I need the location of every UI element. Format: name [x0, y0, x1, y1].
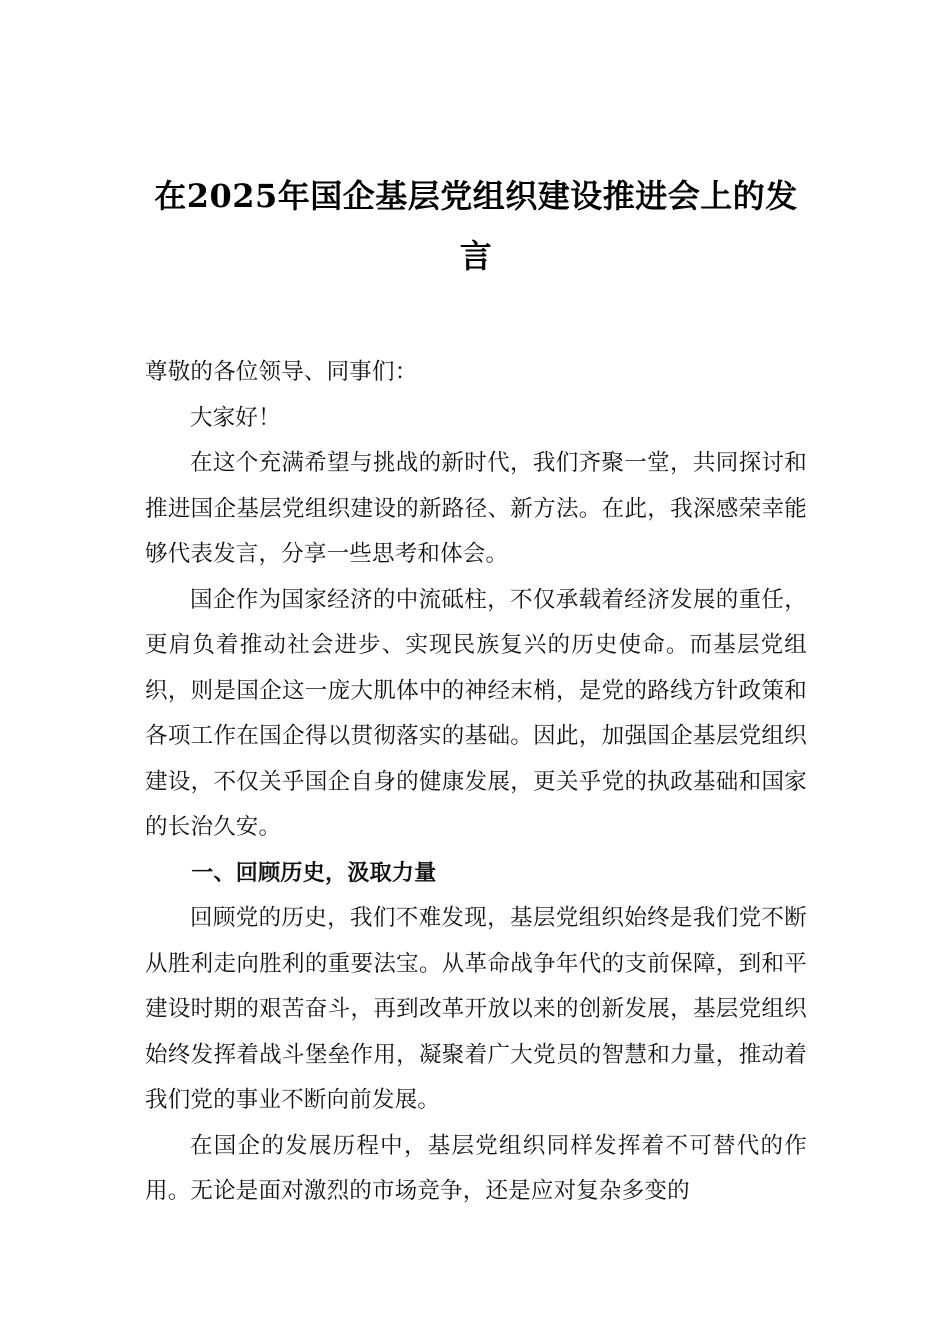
- paragraph: 回顾党的历史，我们不难发现，基层党组织始终是我们党不断从胜利走向胜利的重要法宝。从革命战争年代的支前保障，到和平建设时期的艰苦奋斗，再到改革开放以来的创新发展，基层党组织始终发挥着战斗堡垒作用，凝聚着广大党员的智慧和力量，推动着我们党的事业不断向前发展。: [145, 905, 807, 1113]
- paragraph: 国企作为国家经济的中流砥柱，不仅承载着经济发展的重任，更肩负着推动社会进步、实现民族复兴的历史使命。而基层党组织，则是国企这一庞大肌体中的神经末梢，是党的路线方针政策和各项工作在国企得以贯彻落实的基础。因此，加强国企基层党组织建设，不仅关乎国企自身的健康发展，更关乎党的执政基础和国家的长治久安。: [145, 586, 807, 840]
- document-body: [145, 350, 807, 1215]
- paragraph: 在这个充满希望与挑战的新时代，我们齐聚一堂，共同探讨和推进国企基层党组织建设的新路径、新方法。在此，我深感荣幸能够代表发言，分享一些思考和体会。: [145, 450, 807, 567]
- salutation: 尊敬的各位领导、同事们：: [145, 359, 418, 385]
- paragraph: 在国企的发展历程中，基层党组织同样发挥着不可替代的作用。无论是面对激烈的市场竞争，还是应对复杂多变的: [145, 1132, 807, 1204]
- document-title: 在2025年国企基层党组织建设推进会上的发言: [154, 177, 798, 275]
- greeting: 大家好！: [190, 404, 281, 431]
- section-heading: 一、回顾历史，汲取力量: [191, 860, 437, 886]
